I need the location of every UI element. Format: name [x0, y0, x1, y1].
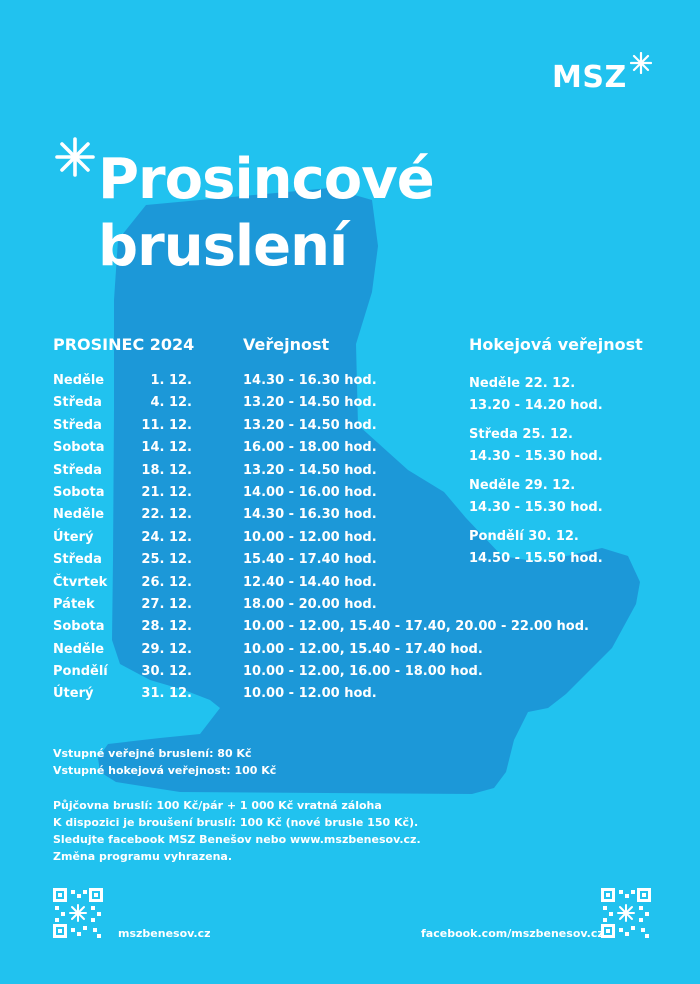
day: Pondělí [53, 664, 108, 680]
asterisk-icon [630, 52, 652, 74]
day: Úterý [53, 686, 94, 702]
qr-code-icon[interactable] [601, 888, 651, 938]
info-line: Sledujte facebook MSZ Benešov nebo www.mszbenesov.cz. [53, 833, 421, 846]
time: 13.20 - 14.50 hod. [243, 395, 377, 411]
time: 18.00 - 20.00 hod. [243, 596, 377, 612]
date: 31. 12. [141, 686, 192, 702]
date: 11. 12. [141, 417, 192, 433]
asterisk-icon [55, 137, 95, 177]
day: Neděle [53, 507, 105, 523]
time: 14.30 - 16.30 hod. [243, 373, 377, 388]
time: 10.00 - 12.00 hod. [243, 529, 377, 545]
title-line-2: bruslení [98, 214, 348, 279]
date: 25. 12. [141, 552, 192, 568]
time: 10.00 - 12.00 hod. [243, 686, 377, 702]
date: 27. 12. [141, 596, 192, 612]
date: 18. 12. [141, 462, 192, 478]
day: Neděle [53, 373, 105, 388]
public-fee: Vstupné veřejné bruslení: 80 Kč [53, 747, 252, 760]
day: Pátek [53, 596, 95, 612]
time: 10.00 - 12.00, 16.00 - 18.00 hod. [243, 664, 483, 680]
date: 14. 12. [141, 440, 192, 456]
hockey-date: Pondělí 30. 12. [469, 529, 579, 544]
day: Sobota [53, 484, 105, 500]
time: 13.20 - 14.50 hod. [243, 462, 377, 478]
time: 12.40 - 14.40 hod. [243, 574, 377, 590]
time: 10.00 - 12.00, 15.40 - 17.40 hod. [243, 641, 483, 657]
hockey-header: Hokejová veřejnost [469, 335, 643, 354]
date: 24. 12. [141, 529, 192, 545]
day: Středa [53, 395, 102, 411]
day: Neděle [53, 641, 105, 657]
day: Sobota [53, 619, 105, 635]
info-line: Půjčovna bruslí: 100 Kč/pár + 1 000 Kč vratná záloha [53, 799, 382, 812]
hockey-time: 14.30 - 15.30 hod. [469, 500, 603, 515]
hockey-date: Neděle 22. 12. [469, 376, 576, 391]
hockey-schedule [469, 373, 603, 577]
facebook-link[interactable]: facebook.com/mszbenesov.cz [421, 927, 604, 940]
hockey-entry [469, 526, 603, 570]
date: 4. 12. [150, 395, 192, 411]
date: 1. 12. [150, 373, 192, 388]
date: 22. 12. [141, 507, 192, 523]
hockey-time: 14.50 - 15.50 hod. [469, 551, 603, 566]
website-link[interactable]: mszbenesov.cz [118, 927, 211, 940]
date: 30. 12. [141, 664, 192, 680]
date: 21. 12. [141, 484, 192, 500]
date: 28. 12. [141, 619, 192, 635]
day: Čtvrtek [53, 574, 108, 590]
hockey-entry [469, 424, 603, 468]
day: Sobota [53, 440, 105, 456]
info-block [53, 797, 421, 865]
date: 29. 12. [141, 641, 192, 657]
date: 26. 12. [141, 574, 192, 590]
time: 14.00 - 16.00 hod. [243, 484, 377, 500]
time: 16.00 - 18.00 hod. [243, 440, 377, 456]
time: 14.30 - 16.30 hod. [243, 507, 377, 523]
month-header: PROSINEC 2024 [53, 335, 195, 354]
time: 13.20 - 14.50 hod. [243, 417, 377, 433]
hockey-time: 14.30 - 15.30 hod. [469, 449, 603, 464]
time: 10.00 - 12.00, 15.40 - 17.40, 20.00 - 22.00 hod. [243, 619, 589, 635]
info-line: K dispozici je broušení bruslí: 100 Kč (nové brusle 150 Kč). [53, 816, 419, 829]
hockey-fee: Vstupné hokejová veřejnost: 100 Kč [53, 764, 277, 777]
qr-code-icon[interactable] [53, 888, 103, 938]
hockey-entry [469, 475, 603, 519]
hockey-date: Středa 25. 12. [469, 427, 573, 442]
day: Středa [53, 462, 102, 478]
title-line-1: Prosincové [98, 147, 434, 212]
msz-logo: MSZ [552, 60, 627, 95]
day: Úterý [53, 529, 94, 545]
day: Středa [53, 552, 102, 568]
time: 15.40 - 17.40 hod. [243, 552, 377, 568]
info-line: Změna programu vyhrazena. [53, 850, 232, 863]
public-header: Veřejnost [243, 335, 330, 354]
hockey-time: 13.20 - 14.20 hod. [469, 398, 603, 413]
hockey-entry [469, 373, 603, 417]
hockey-date: Neděle 29. 12. [469, 478, 576, 493]
day: Středa [53, 417, 102, 433]
admission-fees [53, 745, 276, 779]
page-title [98, 146, 434, 280]
